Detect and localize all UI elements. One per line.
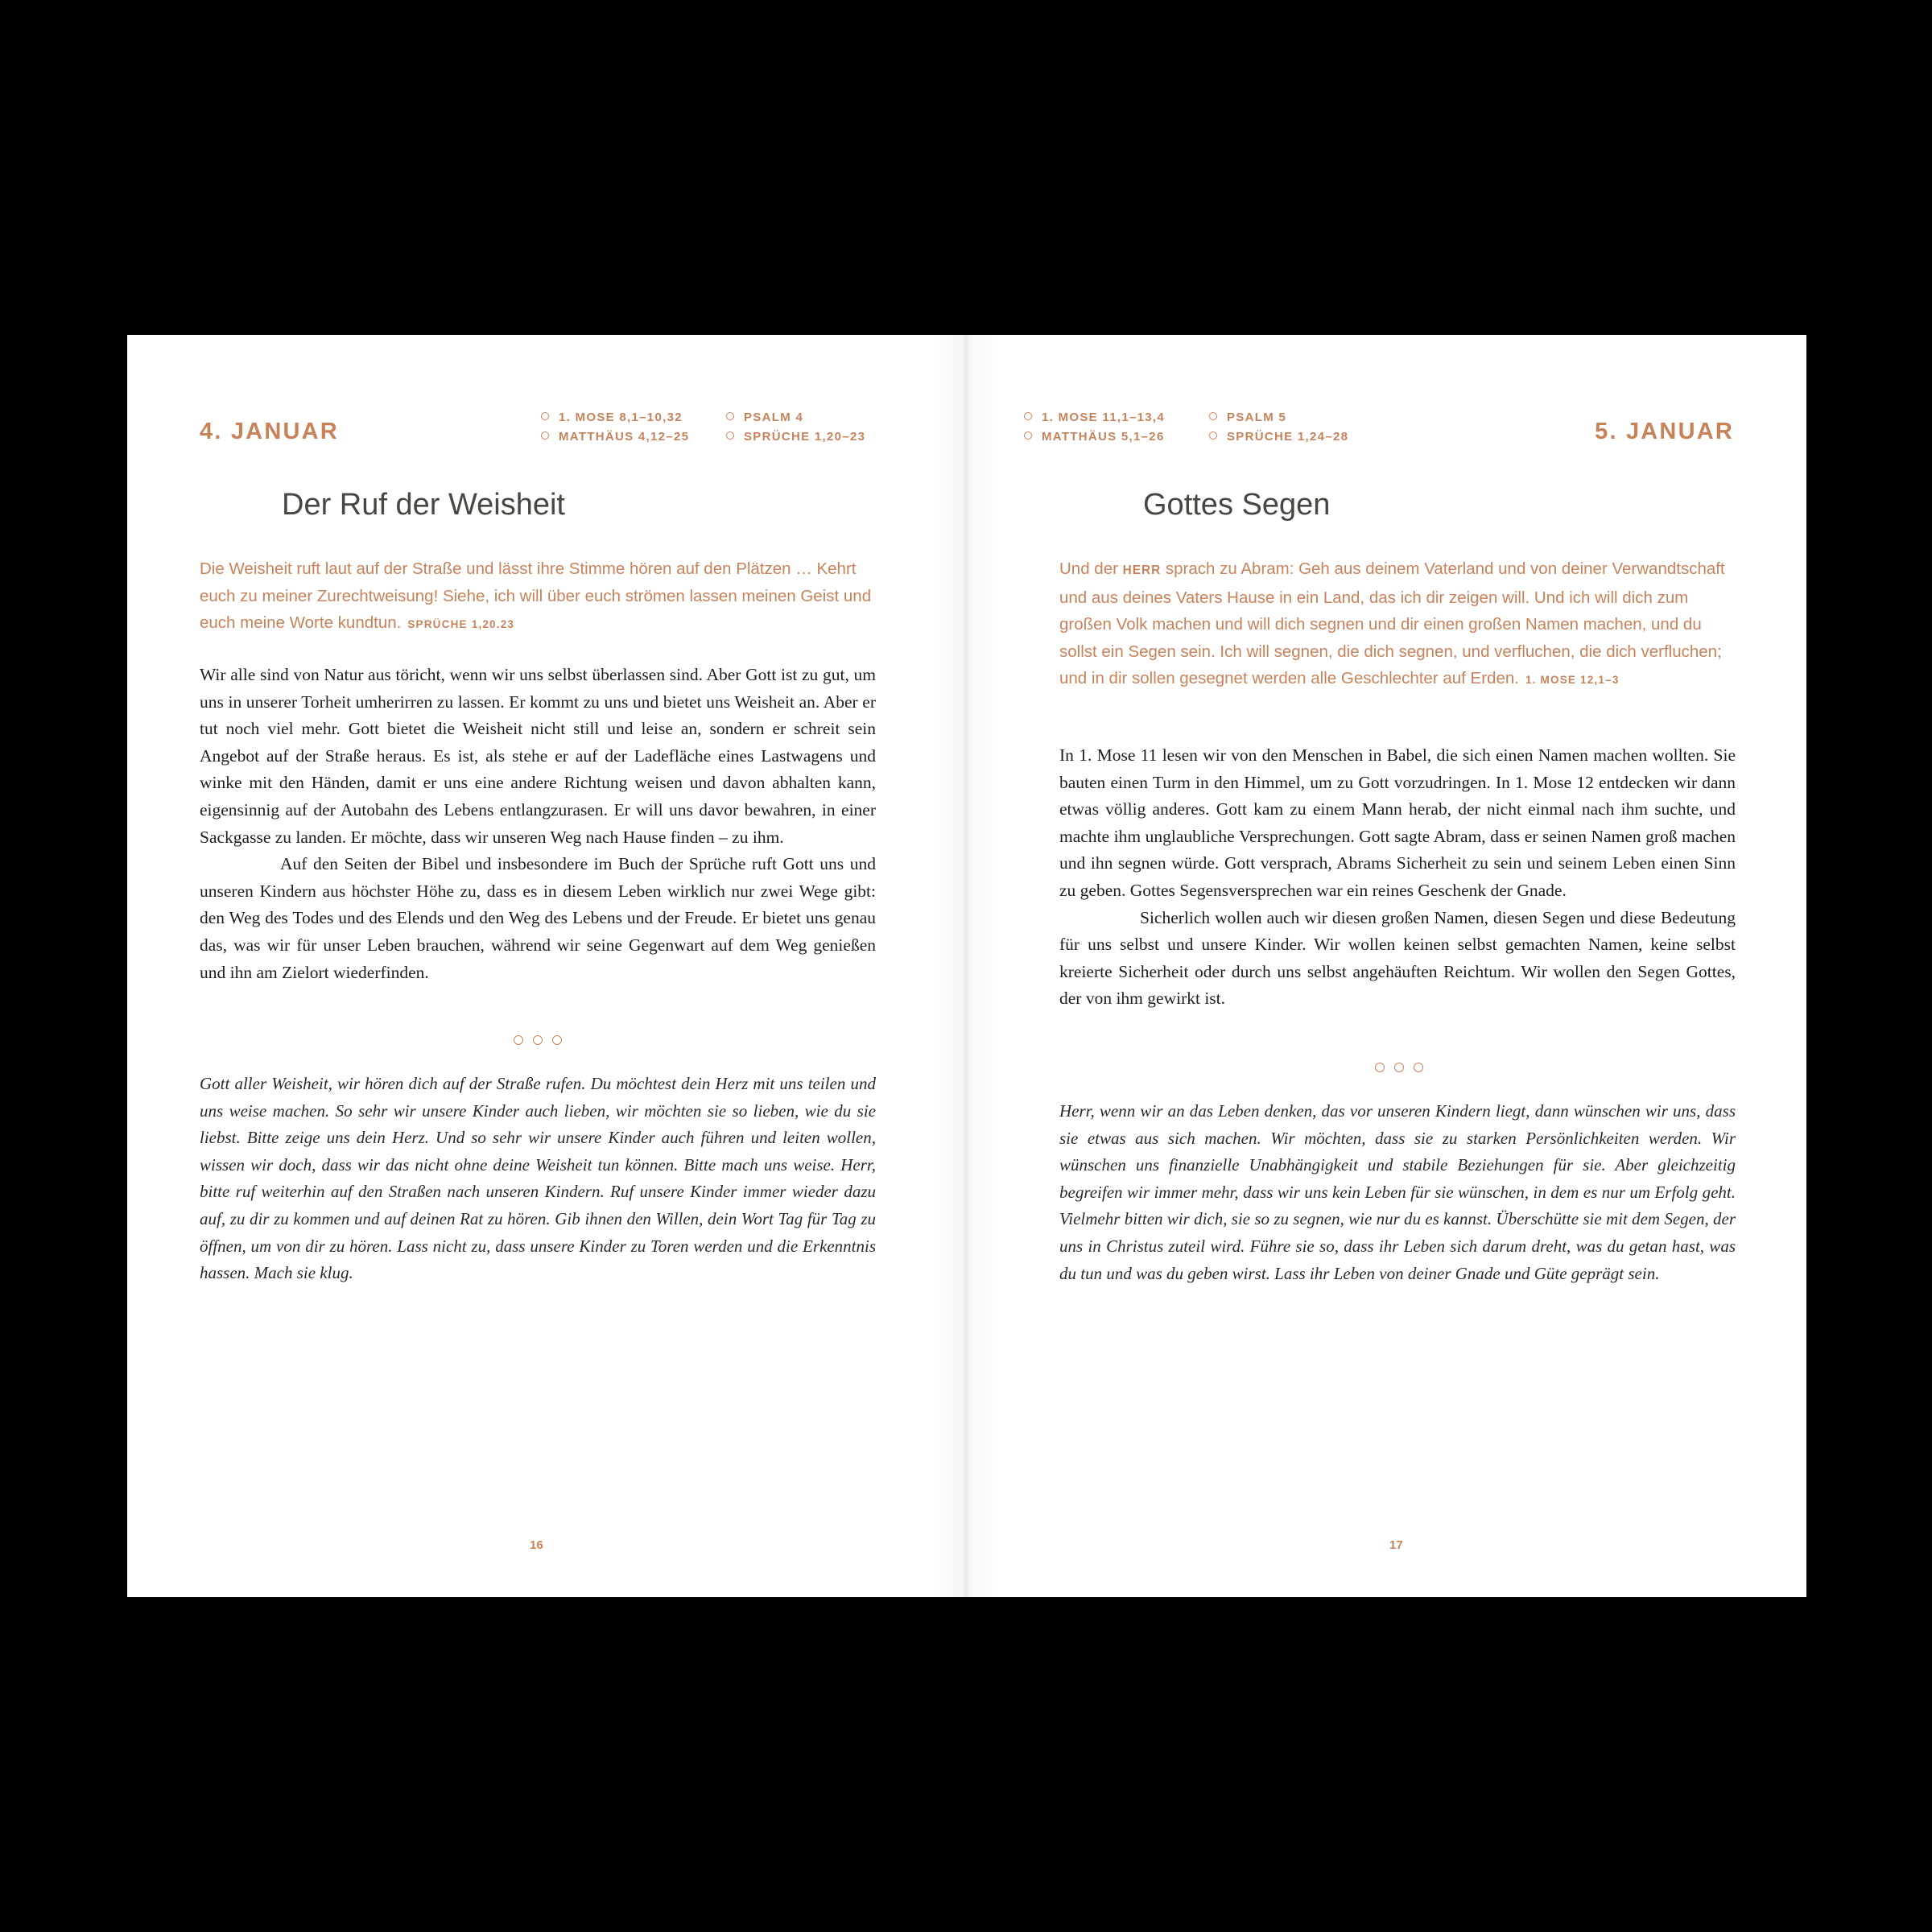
epigraph xyxy=(1059,555,1739,694)
prayer-text: Gott aller Weisheit, wir hören dich auf der Straße rufen. Du möchtest dein Herz mit uns teilen und uns weise machen. So sehr wir unsere Kinder auch lieben, wir möchten sie so lieben, wie du sie liebst. Bitte zeige uns dein Herz. Und so sehr wir unsere Kinder auch führen und leiten wollen, wissen wir doch, dass wir das nicht ohne deine Weisheit tun können. Bitte mach uns weise. Herr, bitte ruf weiterhin auf den Straßen nach unseren Kindern. Ruf unsere Kinder immer wieder dazu auf, zu dir zu kommen und auf deinen Rat zu hören. Gib ihnen den Willen, dein Wort Tag für Tag zu öffnen, um von dir zu hören. Lass nicht zu, dass unsere Kinder zu Toren werden und die Erkenntnis hassen. Mach sie klug. xyxy=(200,1074,876,1283)
circle-icon xyxy=(1394,1063,1404,1072)
circle-icon xyxy=(552,1035,562,1045)
ornament-divider xyxy=(514,1035,562,1046)
ornament-divider xyxy=(1375,1063,1423,1074)
circle-icon xyxy=(726,412,734,420)
paragraph: Wir alle sind von Natur aus töricht, wenn wir uns selbst überlassen sind. Aber Gott ist zu gut, um uns in unserer Torheit umherirren zu lassen. Er kommt zu uns und bietet uns Weisheit an. Aber er tut noch viel mehr. Gott bietet die Weisheit nicht still und leise an, sondern er schreit sein Angebot auf der Straße heraus. Es ist, als stehe er auf der Ladefläche eines Lastwagens und winke mit den Händen, damit er uns eine andere Richtung weisen und davon abhalten kann, eigensinnig auf der Autobahn des Lebens entlangzurasen. Er will uns davor bewahren, in einer Sackgasse zu landen. Er möchte, dass wir unseren Weg nach Hause finden – zu ihm. xyxy=(200,665,876,847)
circle-icon xyxy=(1024,412,1032,420)
date-heading: 4. JANUAR xyxy=(200,419,339,444)
circle-icon xyxy=(1024,431,1032,440)
epigraph-reference: 1. MOSE 12,1–3 xyxy=(1525,674,1620,687)
body-text xyxy=(1059,742,1736,1013)
reading-item: SPRÜCHE 1,20–23 xyxy=(726,427,865,447)
right-page xyxy=(966,335,1806,1597)
reading-item: PSALM 5 xyxy=(1209,408,1286,427)
date-heading: 5. JANUAR xyxy=(1595,419,1734,444)
page-number: 16 xyxy=(530,1538,543,1552)
page-title: Der Ruf der Weisheit xyxy=(282,488,565,522)
circle-icon xyxy=(514,1035,523,1045)
paragraph: Sicherlich wollen auch wir diesen großen Namen, diesen Segen und diese Bedeutung für uns selbst und unsere Kinder. Wir wollen keinen selbst gemachten Namen, keine selbst kreierte Sicherheit oder durch uns selbst angehäuften Reichtum. Wir wollen den Segen Gottes, der von ihm gewirkt ist. xyxy=(1059,907,1736,1009)
circle-icon xyxy=(541,412,549,420)
circle-icon xyxy=(1375,1063,1385,1072)
body-text xyxy=(200,662,876,986)
page-number: 17 xyxy=(1389,1538,1403,1552)
herr-smallcaps: HERR xyxy=(1122,564,1162,577)
epigraph-text: Die Weisheit ruft laut auf der Straße und lässt ihre Stimme hören auf den Plätzen … Kehrt euch zu meiner Zurechtweisung! Siehe, ich will über euch strömen lassen meinen Geist und euch meine Worte kundtun. xyxy=(200,559,872,633)
paragraph: Auf den Seiten der Bibel und insbesondere im Buch der Sprüche ruft Gott uns und unseren Kindern aus höchster Höhe zu, dass es in diesem Leben wirklich nur zwei Wege gibt: den Weg des Todes und des Elends und den Weg des Lebens und der Freude. Er bietet uns genau das, was wir für unser Leben brauchen, während wir seine Gegenwart auf dem Weg genießen und ihn am Zielort wiederfinden. xyxy=(200,854,876,982)
circle-icon xyxy=(1209,412,1217,420)
circle-icon xyxy=(726,431,734,440)
circle-icon xyxy=(1209,431,1217,440)
reading-item: 1. MOSE 11,1–13,4 xyxy=(1024,408,1165,427)
epigraph-reference: SPRÜCHE 1,20.23 xyxy=(407,618,515,631)
left-page xyxy=(127,335,966,1597)
reading-item: MATTHÄUS 5,1–26 xyxy=(1024,427,1165,447)
circle-icon xyxy=(541,431,549,440)
circle-icon xyxy=(1414,1063,1423,1072)
reading-item: 1. MOSE 8,1–10,32 xyxy=(541,408,683,427)
page-title: Gottes Segen xyxy=(1143,488,1331,522)
epigraph-text: sprach zu Abram: Geh aus deinem Vaterland und von deiner Verwandtschaft und aus deines Vaters Hause in ein Land, das ich dir zeigen will. Und ich will dich zum großen Volk machen und will dich segnen und dir einen großen Namen machen, und du sollst ein Segen sein. Ich will segnen, die dich segnen, und verfluchen, die dich verfluchen; und in dir sollen gesegnet werden alle Geschlechter auf Erden. xyxy=(1059,559,1725,688)
reading-item: SPRÜCHE 1,24–28 xyxy=(1209,427,1348,447)
epigraph xyxy=(200,555,879,638)
reading-item: PSALM 4 xyxy=(726,408,803,427)
circle-icon xyxy=(533,1035,543,1045)
epigraph-text: Und der xyxy=(1059,559,1118,578)
paragraph: In 1. Mose 11 lesen wir von den Menschen in Babel, die sich einen Namen machen wollten. Sie bauten einen Turm in den Himmel, um zu Gott vorzudringen. In 1. Mose 12 entdecken wir dann etwas völlig anderes. Gott kam zu einem Mann herab, der nicht einmal nach ihm suchte, und machte ihm unglaubliche Versprechungen. Gott sagte Abram, dass er seinen Namen groß machen und ihn segnen würde. Gott versprach, Abrams Sicherheit zu sein und seinem Leben einen Sinn zu geben. Gottes Segensversprechen war ein reines Geschenk der Gnade. xyxy=(1059,745,1736,900)
reading-item: MATTHÄUS 4,12–25 xyxy=(541,427,689,447)
book-spread xyxy=(127,335,1806,1597)
prayer-text: Herr, wenn wir an das Leben denken, das vor unseren Kindern liegt, dann wünschen wir uns, dass sie etwas aus sich machen. Wir möchten, dass sie zu starken Persönlichkeiten werden. Wir wünschen uns finanzielle Unabhängigkeit und stabile Beziehungen für sie. Aber gleichzeitig begreifen wir immer mehr, dass wir uns kein Leben für sie wünschen, in dem es nur um Erfolg geht. Vielmehr bitten wir dich, sie so zu segnen, wie nur du es kannst. Überschütte sie mit dem Segen, der uns in Christus zuteil wird. Führe sie so, dass ihr Leben sich darum dreht, was du getan hast, was du tun und was du geben wirst. Lass ihr Leben von deiner Gnade und Güte geprägt sein. xyxy=(1059,1101,1736,1283)
